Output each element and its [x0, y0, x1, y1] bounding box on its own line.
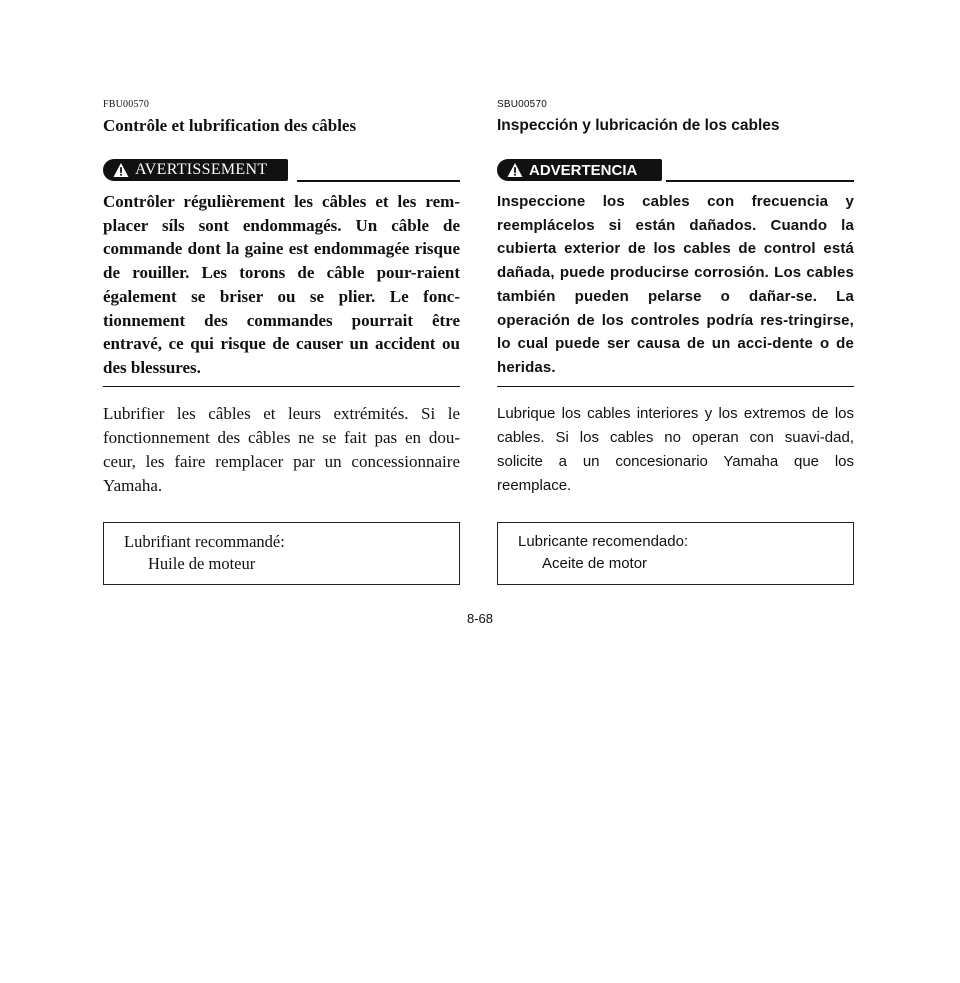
warning-triangle-icon [113, 162, 129, 178]
page-number: 8-68 [466, 611, 494, 626]
section-code: FBU00570 [103, 99, 150, 110]
warning-text: Contrôler régulièrement les câbles et les rem-placer síls sont endommagés. Un câble de commande dont la gaine est endommagée risque de rouiller. Les torons de câble pour-raient également se briser ou se plier. Le fonc-tionnement des commandes pourrait être entravé, ce qui risque de causer un accident ou des blessures. [103, 192, 460, 377]
warning-text: Inspeccione los cables con frecuencia y reemplácelos si están dañados. Cuando la cubierta exterior de los cables de control está dañada, puede producirse corrosión. Los cables también pueden pelarse o dañar-se. La operación de los controles podría res-tringirse, lo cual puede ser causa de un acci-dente o de heridas. [497, 193, 854, 376]
section-title: Contrôle et lubrification des câbles [103, 116, 357, 135]
warning-badge [103, 159, 288, 181]
spec-value: Aceite de motor [542, 555, 648, 573]
spec-label: Lubricante recomendado: [518, 533, 689, 551]
warning-header [497, 159, 854, 183]
section-code: SBU00570 [497, 99, 547, 110]
warning-end-rule [103, 386, 460, 388]
warning-header [103, 159, 460, 183]
warning-label: ADVERTENCIA [529, 161, 638, 179]
spec-box [103, 522, 460, 585]
warning-divider [666, 180, 854, 182]
french-column [103, 98, 460, 585]
spanish-column [497, 98, 854, 585]
warning-divider [297, 180, 460, 182]
section-title: Inspección y lubricación de los cables [497, 117, 780, 134]
spec-value: Huile de moteur [148, 554, 256, 574]
body-text: Lubrifier les câbles et leurs extrémités. Si le fonctionnement des câbles ne se fait pas en dou-ceur, les faire remplacer par un concessionnaire Yamaha. [103, 404, 460, 496]
spec-label: Lubrifiant recommandé: [124, 532, 285, 552]
warning-triangle-icon [507, 162, 523, 178]
body-text: Lubrique los cables interiores y los extremos de los cables. Si los cables no operan con suavi-dad, solicite a un concesionario Yamaha que los reemplace. [497, 405, 854, 495]
warning-label: AVERTISSEMENT [135, 161, 268, 178]
spec-box [497, 522, 854, 585]
warning-badge [497, 159, 662, 181]
warning-end-rule [497, 386, 854, 388]
